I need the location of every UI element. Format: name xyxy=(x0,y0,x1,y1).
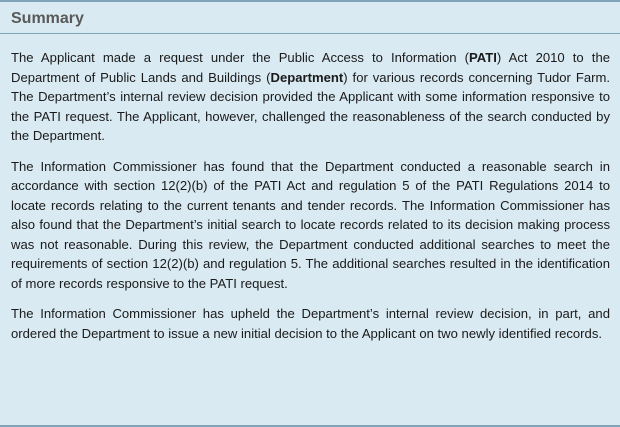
paragraph-text: ) Act 2010 to the Department of Public Lands and Buildings ( xyxy=(11,50,611,85)
paragraph-text: ) for various records concerning Tudor Farm. The Department’s internal review decision provided the Applicant with some information responsive to the PATI request. The Applicant, however, challenged the reasonableness of the search conducted by the Department. xyxy=(11,69,611,143)
summary-body xyxy=(11,48,610,343)
paragraph-text: The Applicant made a request under the Public Access to Information ( xyxy=(11,50,469,65)
section-heading: Summary xyxy=(11,10,84,27)
heading-divider xyxy=(0,33,620,34)
paragraph-request xyxy=(11,48,610,146)
paragraph-findings: The Information Commissioner has found that the Department conducted a reasonable search in accordance with section 12(2)(b) of the PATI Act and regulation 5 of the PATI Regulations 2014 to locate records relating to the current tenants and tender records. The Information Commissioner has also found that the Department’s initial search to locate records related to its decision making process was not reasonable. During this review, the Department conducted additional searches to meet the requirements of section 12(2)(b) and regulation 5. The additional searches resulted in the identification of more records responsive to the PATI request. xyxy=(11,158,610,291)
pati-term: PATI xyxy=(468,50,497,65)
department-term: Department xyxy=(270,69,344,85)
paragraph-decision: The Information Commissioner has upheld the Department’s internal review decision, in part, and ordered the Department to issue a new initial decision to the Applicant on two newly identified records. xyxy=(11,306,610,341)
